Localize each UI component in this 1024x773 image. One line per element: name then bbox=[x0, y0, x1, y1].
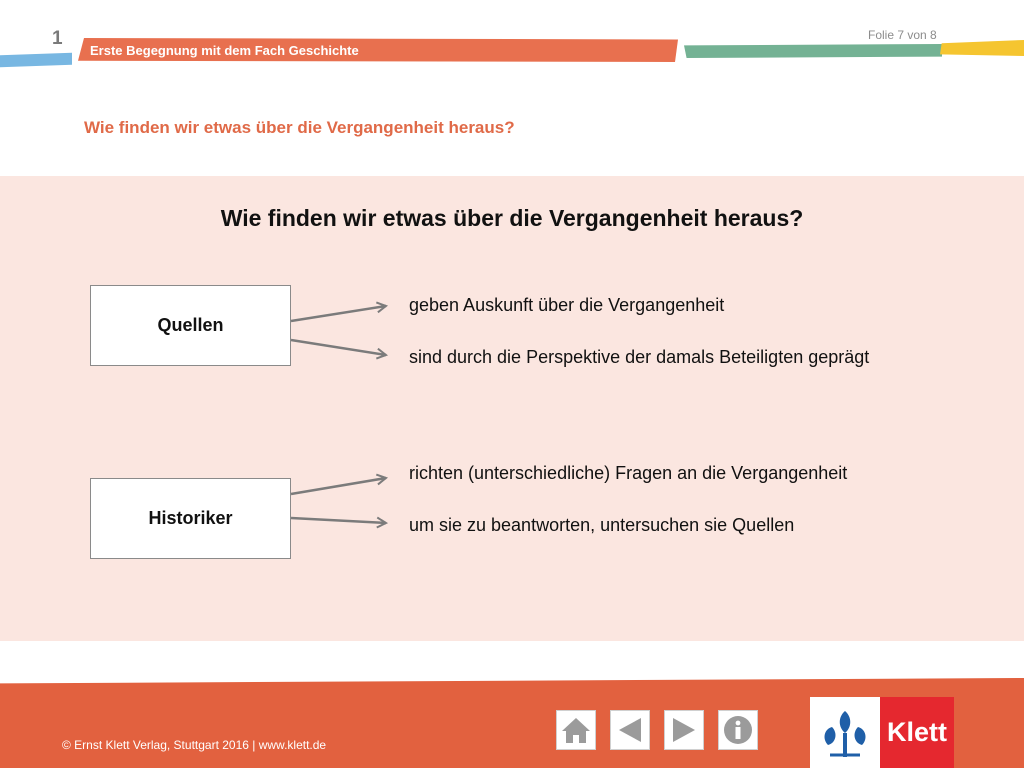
previous-slide-button[interactable] bbox=[610, 710, 650, 750]
klett-logo bbox=[810, 697, 954, 768]
concept-box-label: Quellen bbox=[157, 315, 224, 335]
copyright-text: © Ernst Klett Verlag, Stuttgart 2016 | www.klett.de bbox=[62, 738, 327, 752]
info-button[interactable] bbox=[718, 710, 758, 750]
klett-clover-icon bbox=[810, 697, 880, 768]
point-quellen-1: geben Auskunft über die Vergangenheit bbox=[409, 295, 725, 315]
logo-text: Klett bbox=[887, 717, 947, 747]
slide-title: Wie finden wir etwas über die Vergangenheit heraus? bbox=[220, 205, 804, 231]
slide-counter: Folie 7 von 8 bbox=[868, 28, 937, 42]
arrow-left-icon bbox=[616, 716, 644, 744]
page-subheading: Wie finden wir etwas über die Vergangenheit heraus? bbox=[84, 118, 515, 137]
concept-box-label: Historiker bbox=[148, 508, 233, 528]
arrow-historiker-1 bbox=[291, 478, 386, 494]
info-icon bbox=[723, 715, 753, 745]
arrow-historiker-2 bbox=[291, 518, 386, 523]
arrow-quellen-1 bbox=[291, 306, 386, 321]
point-historiker-1: richten (unterschiedliche) Fragen an die Vergangenheit bbox=[409, 463, 848, 483]
home-button[interactable] bbox=[556, 710, 596, 750]
arrow-right-icon bbox=[670, 716, 698, 744]
arrow-quellen-2 bbox=[291, 340, 386, 355]
point-quellen-2: sind durch die Perspektive der damals Beteiligten geprägt bbox=[409, 347, 870, 367]
next-slide-button[interactable] bbox=[664, 710, 704, 750]
header-title: Erste Begegnung mit dem Fach Geschichte bbox=[90, 43, 359, 58]
klett-logo-wordmark bbox=[880, 697, 954, 768]
home-icon bbox=[561, 716, 591, 744]
chapter-number: 1 bbox=[52, 28, 63, 49]
point-historiker-2: um sie zu beantworten, untersuchen sie Quellen bbox=[409, 515, 795, 535]
